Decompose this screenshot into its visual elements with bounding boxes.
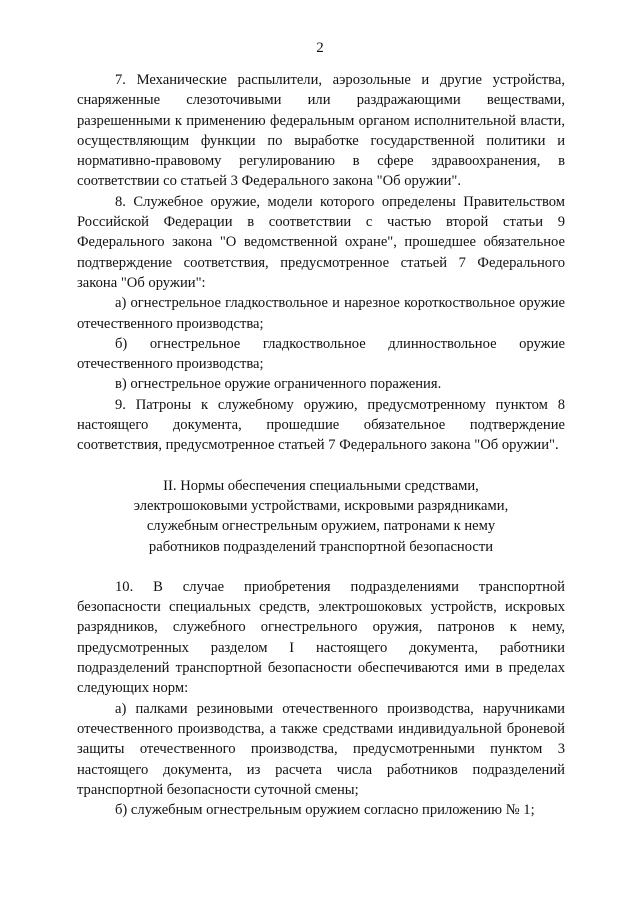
paragraph-10-b: б) служебным огнестрельным оружием согласно приложению № 1; <box>115 802 535 819</box>
section-heading-line: работников подразделений транспортной безопасности <box>148 538 494 555</box>
section-heading <box>77 476 565 557</box>
paragraph-8-a: а) огнестрельное гладкоствольное и нарезное короткоствольное оружие отечественного производства; <box>77 295 565 332</box>
document-body <box>77 70 565 820</box>
section-heading-line: II. Нормы обеспечения специальными средствами, <box>163 477 479 494</box>
paragraph-10-a: а) палками резиновыми отечественного производства, наручниками отечественного производства, а также средствами индивидуальной броневой защиты отечественного производства, предусмотренными пунктом 3 настоящего документа, из расчета числа работников подразделений транспортной безопасности суточной смены; <box>77 700 565 798</box>
section-heading-line: служебным огнестрельным оружием, патронами к нему <box>146 518 496 535</box>
paragraph-8-b: б) огнестрельное гладкоствольное длинноствольное оружие отечественного производства; <box>77 335 565 373</box>
paragraph-8-c: в) огнестрельное оружие ограниченного поражения. <box>115 376 442 393</box>
page-number: 2 <box>316 40 324 56</box>
paragraph-10: 10. В случае приобретения подразделениями транспортной безопасности специальных средств, электрошоковых устройств, искровых разрядников, служебного огнестрельного оружия, патронов к нему, предусмотренных разделом I настоящего документа, работники подразделений транспортной безопасности обеспечиваются ими в пределах следующих норм: <box>77 578 565 697</box>
paragraph-8: 8. Служебное оружие, модели которого определены Правительством Российской Федерации в соответствии с частью второй статьи 9 Федерального закона "О ведомственной охране", прошедшее обязательное подтверждение соответствия, предусмотренное статьей 7 Федерального закона "Об оружии": <box>77 193 565 291</box>
paragraph-7: 7. Механические распылители, аэрозольные и другие устройства, снаряженные слезоточивыми или раздражающими веществами, разрешенными к применению федеральным органом исполнительной власти, осуществляющим функции по выработке государственной политики и нормативно-правовому регулированию в сфере здравоохранения, в соответствии со статьей 3 Федерального закона "Об оружии". <box>77 72 565 190</box>
paragraph-9: 9. Патроны к служебному оружию, предусмотренному пунктом 8 настоящего документа, прошедшие обязательное подтверждение соответствия, предусмотренное статьей 7 Федерального закона "Об оружии". <box>77 396 565 454</box>
section-heading-line: электрошоковыми устройствами, искровыми разрядниками, <box>133 497 509 514</box>
